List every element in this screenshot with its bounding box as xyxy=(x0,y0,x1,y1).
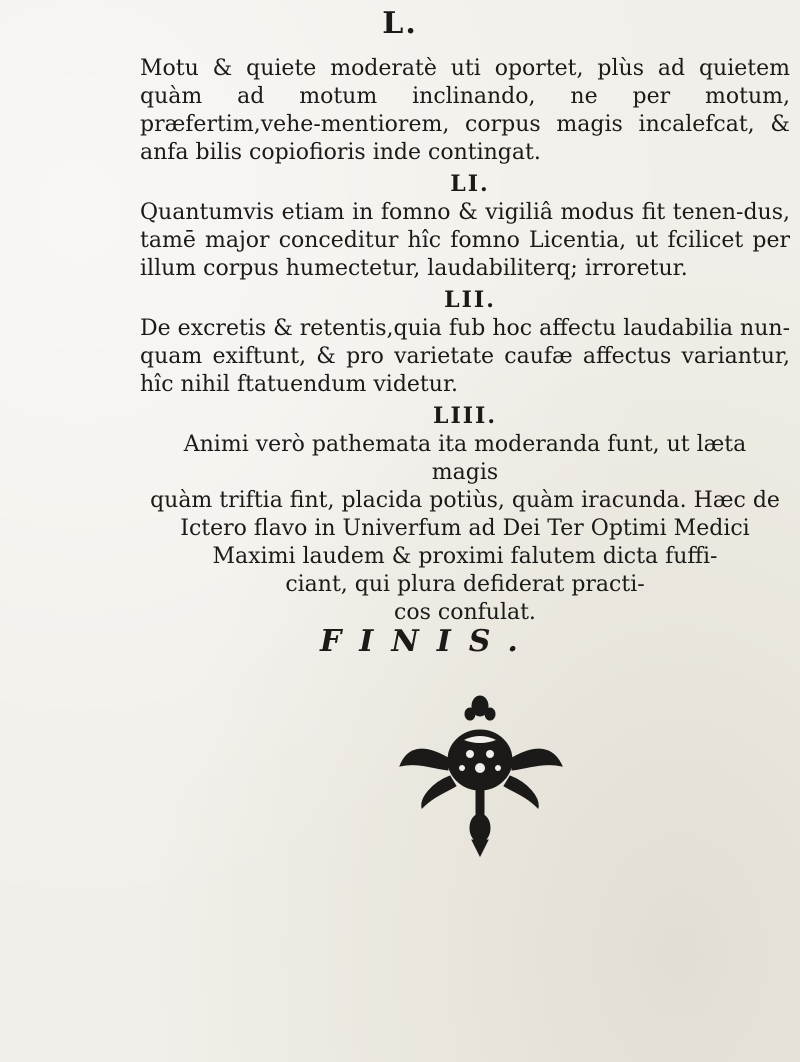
paragraph-53-line: quàm triftia fint, placida potiùs, quàm iracunda. Hæc de xyxy=(150,488,780,513)
paragraph-50: Motu & quiete moderatè uti oportet, plùs ad quietem quàm ad motum inclinando, ne per motum, præfertim,vehe-mentiorem, corpus magis incalefcat, & anfa bilis copiofioris inde contingat. xyxy=(140,56,790,165)
section-heading-53: LIII. xyxy=(432,403,497,429)
text-block xyxy=(140,55,790,627)
paragraph-51: Quantumvis etiam in fomno & vigiliâ modus fit tenen-dus, tamē major conceditur hîc fomno Licentia, ut fcilicet per illum corpus humectetur, laudabiliterq; irroretur. xyxy=(140,200,790,281)
floral-ornament-icon xyxy=(392,688,572,858)
section-heading-52: LII. xyxy=(444,287,496,313)
paragraph-52: De excretis & retentis,quia fub hoc affectu laudabilia nun-quam exiftunt, & pro varietate caufæ affectus variantur, hîc nihil ftatuendum videtur. xyxy=(140,316,790,397)
paragraph-53-line: Maximi laudem & proximi falutem dicta fuffi- xyxy=(212,544,718,569)
section-heading-51: LI. xyxy=(450,171,490,197)
paragraph-53-line: cos confulat. xyxy=(394,600,536,625)
paragraph-53 xyxy=(140,431,790,627)
paragraph-53-line: Ictero flavo in Univerfum ad Dei Ter Optimi Medici xyxy=(180,516,750,541)
signature-mark: L. xyxy=(382,6,418,41)
finis-label: FINIS. xyxy=(320,624,536,659)
paragraph-53-line: Animi verò pathemata ita moderanda funt, ut læta magis xyxy=(183,432,747,485)
paragraph-53-line: ciant, qui plura defiderat practi- xyxy=(285,572,645,597)
